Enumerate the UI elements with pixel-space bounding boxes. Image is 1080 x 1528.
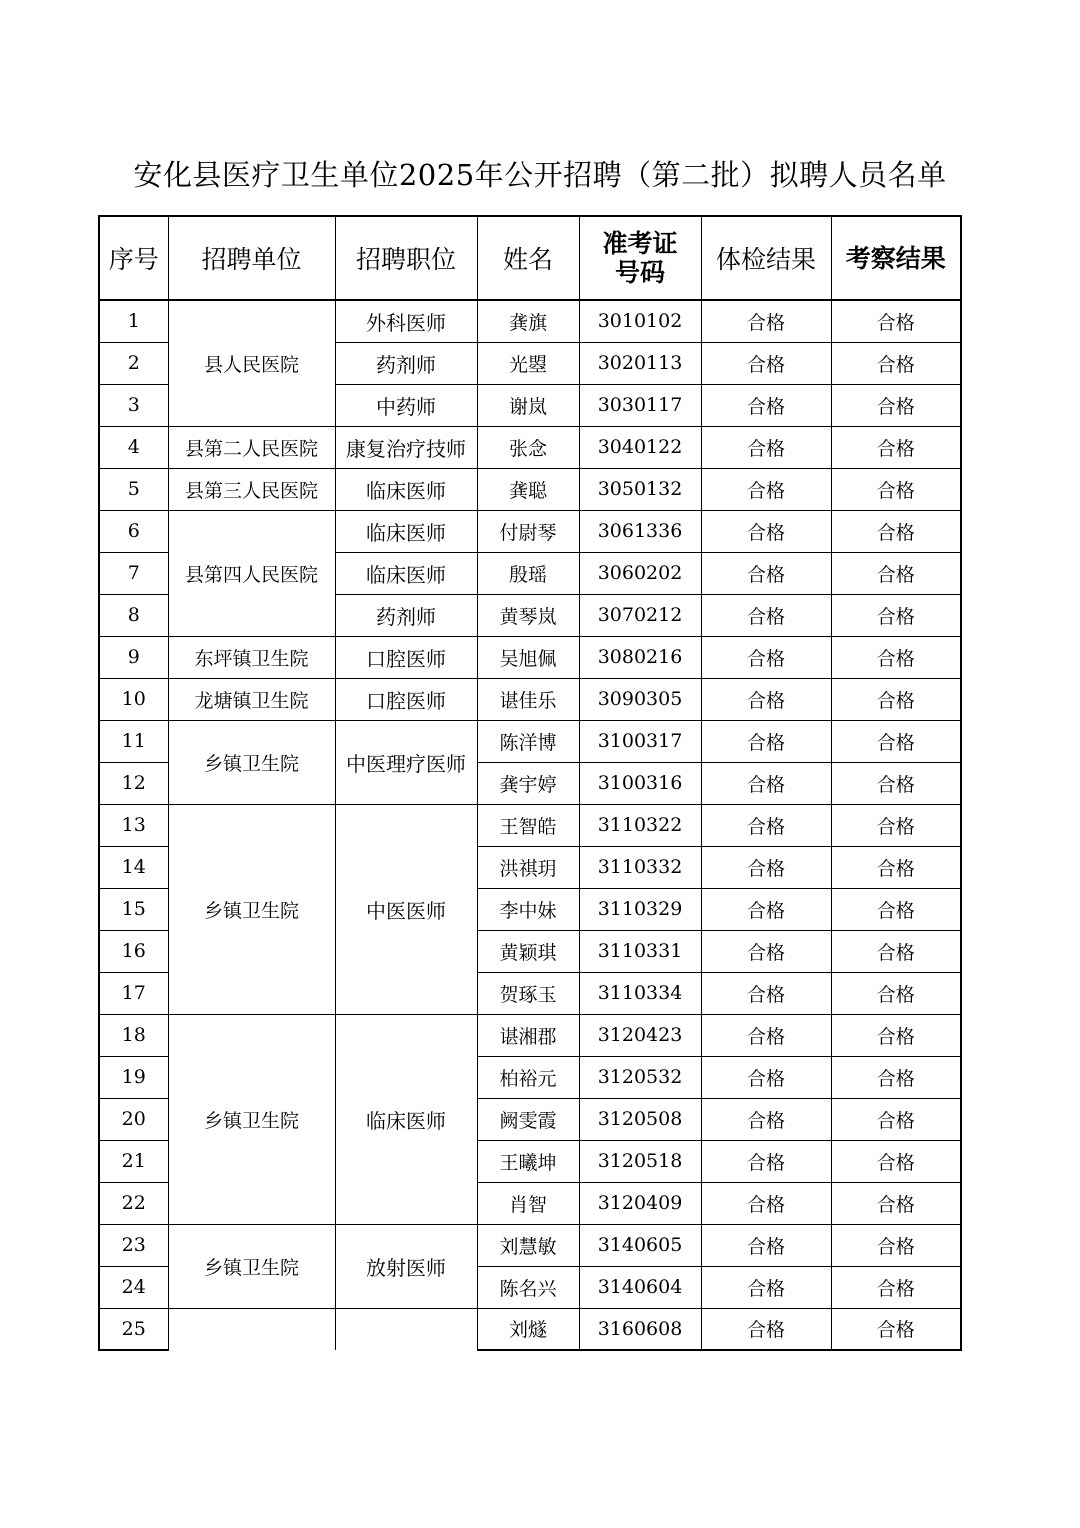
cell-position-empty	[335, 1308, 477, 1350]
cell-name: 肖智	[477, 1182, 579, 1224]
table-row	[99, 300, 961, 342]
cell-exam-id: 3110331	[579, 930, 701, 972]
cell-exam-id: 3140604	[579, 1266, 701, 1308]
cell-position: 口腔医师	[335, 678, 477, 720]
cell-seq: 8	[99, 594, 168, 636]
cell-physical: 合格	[701, 1098, 831, 1140]
cell-seq: 19	[99, 1056, 168, 1098]
cell-inspection: 合格	[831, 720, 961, 762]
cell-exam-id: 3110332	[579, 846, 701, 888]
cell-name: 光曌	[477, 342, 579, 384]
cell-inspection: 合格	[831, 636, 961, 678]
cell-physical: 合格	[701, 300, 831, 342]
cell-unit: 县第二人民医院	[168, 426, 335, 468]
hiring-roster-table	[98, 215, 962, 1351]
cell-exam-id: 3050132	[579, 468, 701, 510]
cell-physical: 合格	[701, 1224, 831, 1266]
cell-name: 王曦坤	[477, 1140, 579, 1182]
cell-inspection: 合格	[831, 762, 961, 804]
table-row	[99, 468, 961, 510]
header-inspection: 考察结果	[831, 216, 961, 300]
cell-seq: 23	[99, 1224, 168, 1266]
cell-inspection: 合格	[831, 972, 961, 1014]
cell-exam-id: 3120518	[579, 1140, 701, 1182]
cell-position: 放射医师	[335, 1224, 477, 1308]
cell-name: 谌湘郡	[477, 1014, 579, 1056]
cell-name: 龚宇婷	[477, 762, 579, 804]
table-row	[99, 1014, 961, 1056]
cell-inspection: 合格	[831, 468, 961, 510]
cell-name: 龚旗	[477, 300, 579, 342]
cell-inspection: 合格	[831, 1266, 961, 1308]
cell-exam-id: 3060202	[579, 552, 701, 594]
cell-position: 药剂师	[335, 342, 477, 384]
cell-physical: 合格	[701, 888, 831, 930]
cell-exam-id: 3040122	[579, 426, 701, 468]
cell-seq: 7	[99, 552, 168, 594]
cell-seq: 6	[99, 510, 168, 552]
header-physical: 体检结果	[701, 216, 831, 300]
cell-seq: 14	[99, 846, 168, 888]
cell-name: 吴旭佩	[477, 636, 579, 678]
cell-seq: 12	[99, 762, 168, 804]
table-row	[99, 636, 961, 678]
cell-exam-id: 3110322	[579, 804, 701, 846]
cell-seq: 5	[99, 468, 168, 510]
cell-name: 张念	[477, 426, 579, 468]
cell-physical: 合格	[701, 678, 831, 720]
cell-exam-id: 3120508	[579, 1098, 701, 1140]
cell-name: 贺琢玉	[477, 972, 579, 1014]
cell-physical: 合格	[701, 1014, 831, 1056]
cell-name: 柏裕元	[477, 1056, 579, 1098]
cell-physical: 合格	[701, 510, 831, 552]
cell-inspection: 合格	[831, 342, 961, 384]
cell-seq: 24	[99, 1266, 168, 1308]
cell-inspection: 合格	[831, 1224, 961, 1266]
cell-exam-id: 3080216	[579, 636, 701, 678]
cell-name: 刘慧敏	[477, 1224, 579, 1266]
cell-inspection: 合格	[831, 552, 961, 594]
cell-name: 阙雯霞	[477, 1098, 579, 1140]
cell-physical: 合格	[701, 972, 831, 1014]
cell-unit: 乡镇卫生院	[168, 720, 335, 804]
cell-name: 殷瑶	[477, 552, 579, 594]
cell-name: 陈洋博	[477, 720, 579, 762]
cell-exam-id: 3100317	[579, 720, 701, 762]
cell-seq: 1	[99, 300, 168, 342]
table-row	[99, 720, 961, 762]
header-exam-id	[579, 216, 701, 300]
cell-name: 黄琴岚	[477, 594, 579, 636]
cell-physical: 合格	[701, 594, 831, 636]
cell-physical: 合格	[701, 1056, 831, 1098]
cell-seq: 9	[99, 636, 168, 678]
header-unit: 招聘单位	[168, 216, 335, 300]
cell-exam-id: 3061336	[579, 510, 701, 552]
cell-name: 付尉琴	[477, 510, 579, 552]
cell-inspection: 合格	[831, 510, 961, 552]
cell-exam-id: 3100316	[579, 762, 701, 804]
cell-name: 洪祺玥	[477, 846, 579, 888]
cell-position: 中药师	[335, 384, 477, 426]
cell-exam-id: 3070212	[579, 594, 701, 636]
cell-physical: 合格	[701, 384, 831, 426]
cell-physical: 合格	[701, 846, 831, 888]
cell-seq: 17	[99, 972, 168, 1014]
cell-seq: 3	[99, 384, 168, 426]
cell-name: 陈名兴	[477, 1266, 579, 1308]
table-row	[99, 510, 961, 552]
cell-unit: 乡镇卫生院	[168, 1224, 335, 1308]
cell-inspection: 合格	[831, 678, 961, 720]
cell-physical: 合格	[701, 636, 831, 678]
cell-seq: 11	[99, 720, 168, 762]
cell-seq: 18	[99, 1014, 168, 1056]
cell-physical: 合格	[701, 1308, 831, 1350]
cell-unit: 乡镇卫生院	[168, 1014, 335, 1224]
table-row	[99, 1224, 961, 1266]
cell-name: 谢岚	[477, 384, 579, 426]
cell-seq: 20	[99, 1098, 168, 1140]
header-name: 姓名	[477, 216, 579, 300]
cell-exam-id: 3110329	[579, 888, 701, 930]
cell-position: 临床医师	[335, 1014, 477, 1224]
table-row	[99, 426, 961, 468]
header-exam-id-line1: 准考证	[602, 229, 678, 258]
document-title: 安化县医疗卫生单位2025年公开招聘（第二批）拟聘人员名单	[133, 158, 947, 192]
cell-unit: 东坪镇卫生院	[168, 636, 335, 678]
cell-inspection: 合格	[831, 888, 961, 930]
cell-inspection: 合格	[831, 384, 961, 426]
cell-inspection: 合格	[831, 1056, 961, 1098]
cell-exam-id: 3090305	[579, 678, 701, 720]
cell-unit: 县第三人民医院	[168, 468, 335, 510]
cell-physical: 合格	[701, 468, 831, 510]
header-seq: 序号	[99, 216, 168, 300]
cell-position: 临床医师	[335, 552, 477, 594]
cell-seq: 21	[99, 1140, 168, 1182]
cell-inspection: 合格	[831, 1098, 961, 1140]
cell-physical: 合格	[701, 720, 831, 762]
cell-position: 外科医师	[335, 300, 477, 342]
cell-name: 李中妹	[477, 888, 579, 930]
cell-position: 中医理疗医师	[335, 720, 477, 804]
cell-exam-id: 3120532	[579, 1056, 701, 1098]
cell-seq: 10	[99, 678, 168, 720]
cell-position: 口腔医师	[335, 636, 477, 678]
cell-physical: 合格	[701, 426, 831, 468]
cell-physical: 合格	[701, 1266, 831, 1308]
cell-seq: 2	[99, 342, 168, 384]
cell-physical: 合格	[701, 552, 831, 594]
cell-seq: 25	[99, 1308, 168, 1350]
cell-unit-empty	[168, 1308, 335, 1350]
cell-exam-id: 3110334	[579, 972, 701, 1014]
cell-name: 王智皓	[477, 804, 579, 846]
cell-physical: 合格	[701, 930, 831, 972]
cell-inspection: 合格	[831, 594, 961, 636]
table-row	[99, 678, 961, 720]
cell-position: 药剂师	[335, 594, 477, 636]
cell-seq: 22	[99, 1182, 168, 1224]
cell-seq: 15	[99, 888, 168, 930]
table-row	[99, 1308, 961, 1350]
cell-exam-id: 3120423	[579, 1014, 701, 1056]
cell-name: 刘燧	[477, 1308, 579, 1350]
cell-inspection: 合格	[831, 846, 961, 888]
cell-name: 黄颖琪	[477, 930, 579, 972]
cell-unit: 县人民医院	[168, 300, 335, 426]
cell-inspection: 合格	[831, 426, 961, 468]
table-row	[99, 804, 961, 846]
cell-seq: 13	[99, 804, 168, 846]
cell-exam-id: 3010102	[579, 300, 701, 342]
cell-inspection: 合格	[831, 1308, 961, 1350]
cell-inspection: 合格	[831, 1014, 961, 1056]
cell-exam-id: 3160608	[579, 1308, 701, 1350]
cell-unit: 县第四人民医院	[168, 510, 335, 636]
cell-seq: 4	[99, 426, 168, 468]
cell-physical: 合格	[701, 342, 831, 384]
cell-position: 中医医师	[335, 804, 477, 1014]
cell-exam-id: 3020113	[579, 342, 701, 384]
cell-exam-id: 3140605	[579, 1224, 701, 1266]
cell-unit: 龙塘镇卫生院	[168, 678, 335, 720]
cell-name: 龚聪	[477, 468, 579, 510]
cell-inspection: 合格	[831, 1140, 961, 1182]
cell-position: 康复治疗技师	[335, 426, 477, 468]
cell-name: 谌佳乐	[477, 678, 579, 720]
cell-seq: 16	[99, 930, 168, 972]
cell-physical: 合格	[701, 1182, 831, 1224]
header-position: 招聘职位	[335, 216, 477, 300]
cell-physical: 合格	[701, 1140, 831, 1182]
cell-unit: 乡镇卫生院	[168, 804, 335, 1014]
cell-position: 临床医师	[335, 510, 477, 552]
cell-exam-id: 3030117	[579, 384, 701, 426]
cell-exam-id: 3120409	[579, 1182, 701, 1224]
cell-physical: 合格	[701, 804, 831, 846]
cell-inspection: 合格	[831, 300, 961, 342]
cell-inspection: 合格	[831, 930, 961, 972]
cell-inspection: 合格	[831, 804, 961, 846]
header-exam-id-line2: 号码	[614, 258, 665, 287]
cell-inspection: 合格	[831, 1182, 961, 1224]
header-row	[99, 216, 961, 300]
cell-physical: 合格	[701, 762, 831, 804]
cell-position: 临床医师	[335, 468, 477, 510]
